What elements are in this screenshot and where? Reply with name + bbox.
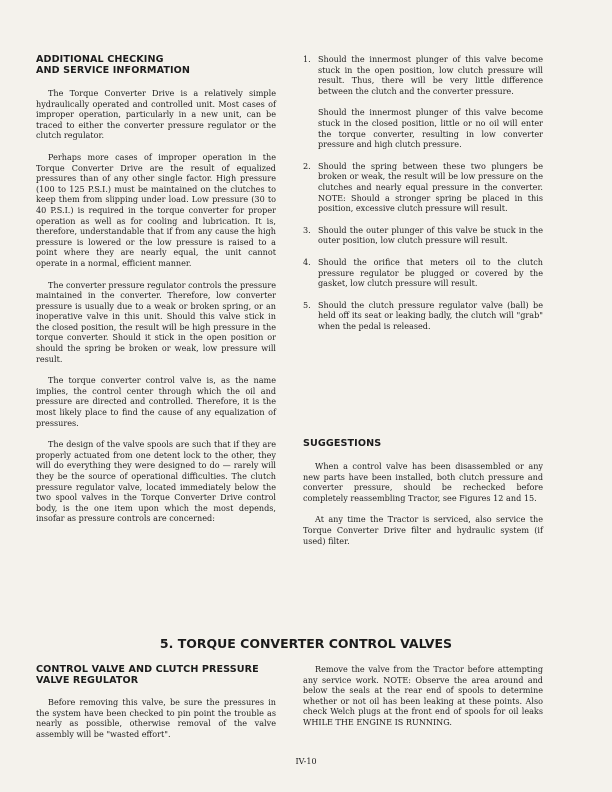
paragraph: The converter pressure regulator controls the pressure maintained in the converter. Therefore, low converter pressure is usually due to a weak or broken spring, or an inoperative valve in this unit. Should this valve stick in the closed position, the result will be high pressure in the torque converter. Should it stick in the open position or should the spring be broken or weak, low pressure will result.: [36, 279, 276, 364]
list-paragraph: Should the orifice that meters oil to the clutch pressure regulator be plugged or covered by the gasket, low clutch pressure will result.: [318, 256, 543, 289]
paragraph: Remove the valve from the Tractor before attempting any service work. NOTE: Observe the area around and below the seals at the rear end of spools to determine whether or not oil has been leaking at these points. Also check Welch plugs at the front end of spools for oil leaks WHILE THE ENGINE IS RUNNING.: [303, 664, 543, 727]
numbered-list: [303, 54, 543, 331]
list-item: [303, 54, 543, 150]
list-paragraph: Should the innermost plunger of this valve become stuck in the closed position, little or no oil will enter the torque converter, resulting in low converter pressure and high clutch pressure.: [318, 107, 543, 150]
section-title: 5. TORQUE CONVERTER CONTROL VALVES: [159, 636, 453, 651]
right-column: [303, 54, 543, 342]
list-item: [303, 300, 543, 332]
list-paragraph: Should the clutch pressure regulator valve (ball) be held off its seat or leaking badly, the clutch will "grab" when the pedal is released.: [318, 299, 543, 331]
list-item: [303, 161, 543, 214]
paragraph: When a control valve has been disassembled or any new parts have been installed, both clutch pressure and converter pressure, should be rechecked before completely reassembling Tractor, see Figures 12 and 15.: [303, 461, 543, 503]
heading-line-2: AND SERVICE INFORMATION: [36, 65, 191, 76]
paragraph: The design of the valve spools are such that if they are properly actuated from one detent lock to the other, they will do everything they were designed to do — rarely will they be the source of operational difficulties. The clutch pressure regulator valve, located immediately below the two spool valves in the Torque Converter Drive control body, is the one item upon which the most depends, insofar as pressure controls are concerned:: [36, 439, 276, 524]
paragraph: At any time the Tractor is serviced, also service the Torque Converter Drive filter and hydraulic system (if used) filter.: [303, 514, 543, 546]
bottom-right-column: [303, 664, 543, 739]
page-number: IV-10: [295, 757, 317, 766]
paragraph: The torque converter control valve is, as the name implies, the control center through which the oil and pressure are directed and controlled. Therefore, it is the most likely place to find the cause of any equalization of pressures.: [36, 375, 276, 428]
paragraph: Perhaps more cases of improper operation in the Torque Converter Drive are the result of equalized pressures than of any other single factor. High pressure (100 to 125 P.S.I.) must be maintained on the clutches to keep them from slipping under load. Low pressure (30 to 40 P.S.I.) is required in the torque converter for proper operation as well as for cooling and lubrication. It is, therefore, understandable that if from any cause the high pressure is lowered or the low pressure is raised to a point where they are nearly equal, the unit cannot operate in a normal, efficient manner.: [36, 151, 276, 268]
subsection-heading: [36, 664, 276, 686]
suggestions-block: [303, 438, 543, 557]
list-paragraph: Should the outer plunger of this valve be stuck in the outer position, low clutch pressure will result.: [318, 224, 543, 246]
heading-line-2: VALVE REGULATOR: [36, 675, 139, 686]
heading-line-1: ADDITIONAL CHECKING: [36, 54, 164, 65]
section-heading: [36, 54, 276, 76]
item-number: 1.: [303, 54, 311, 64]
item-number: 2.: [303, 160, 311, 171]
left-column: [36, 54, 276, 535]
item-number: 4.: [303, 256, 311, 267]
list-item: [303, 257, 543, 289]
bottom-left-column: [36, 664, 276, 750]
list-paragraph: Should the innermost plunger of this valve become stuck in the open position, low clutch pressure will result. Thus, there will be very little difference between the clutch and the converter pressure.: [318, 54, 543, 96]
paragraph: The Torque Converter Drive is a relatively simple hydraulically operated and controlled unit. Most cases of improper operation, particularly in a new unit, can be traced to either the converter pressure regulator or the clutch regulator.: [36, 88, 276, 141]
paragraph: Before removing this valve, be sure the pressures in the system have been checked to pin point the trouble as nearly as possible, otherwise removal of the valve assembly will be "wasted effort".: [36, 697, 276, 739]
suggestions-heading: SUGGESTIONS: [303, 438, 382, 449]
list-paragraph: Should the spring between these two plungers be broken or weak, the result will be low pressure on the clutches and nearly equal pressure in the converter. NOTE: Should a stronger spring be placed in this position, excessive clutch pressure will result.: [318, 160, 543, 214]
list-item: [303, 225, 543, 246]
heading-line-1: CONTROL VALVE AND CLUTCH PRESSURE: [36, 664, 259, 675]
item-number: 3.: [303, 224, 311, 235]
item-number: 5.: [303, 299, 311, 310]
